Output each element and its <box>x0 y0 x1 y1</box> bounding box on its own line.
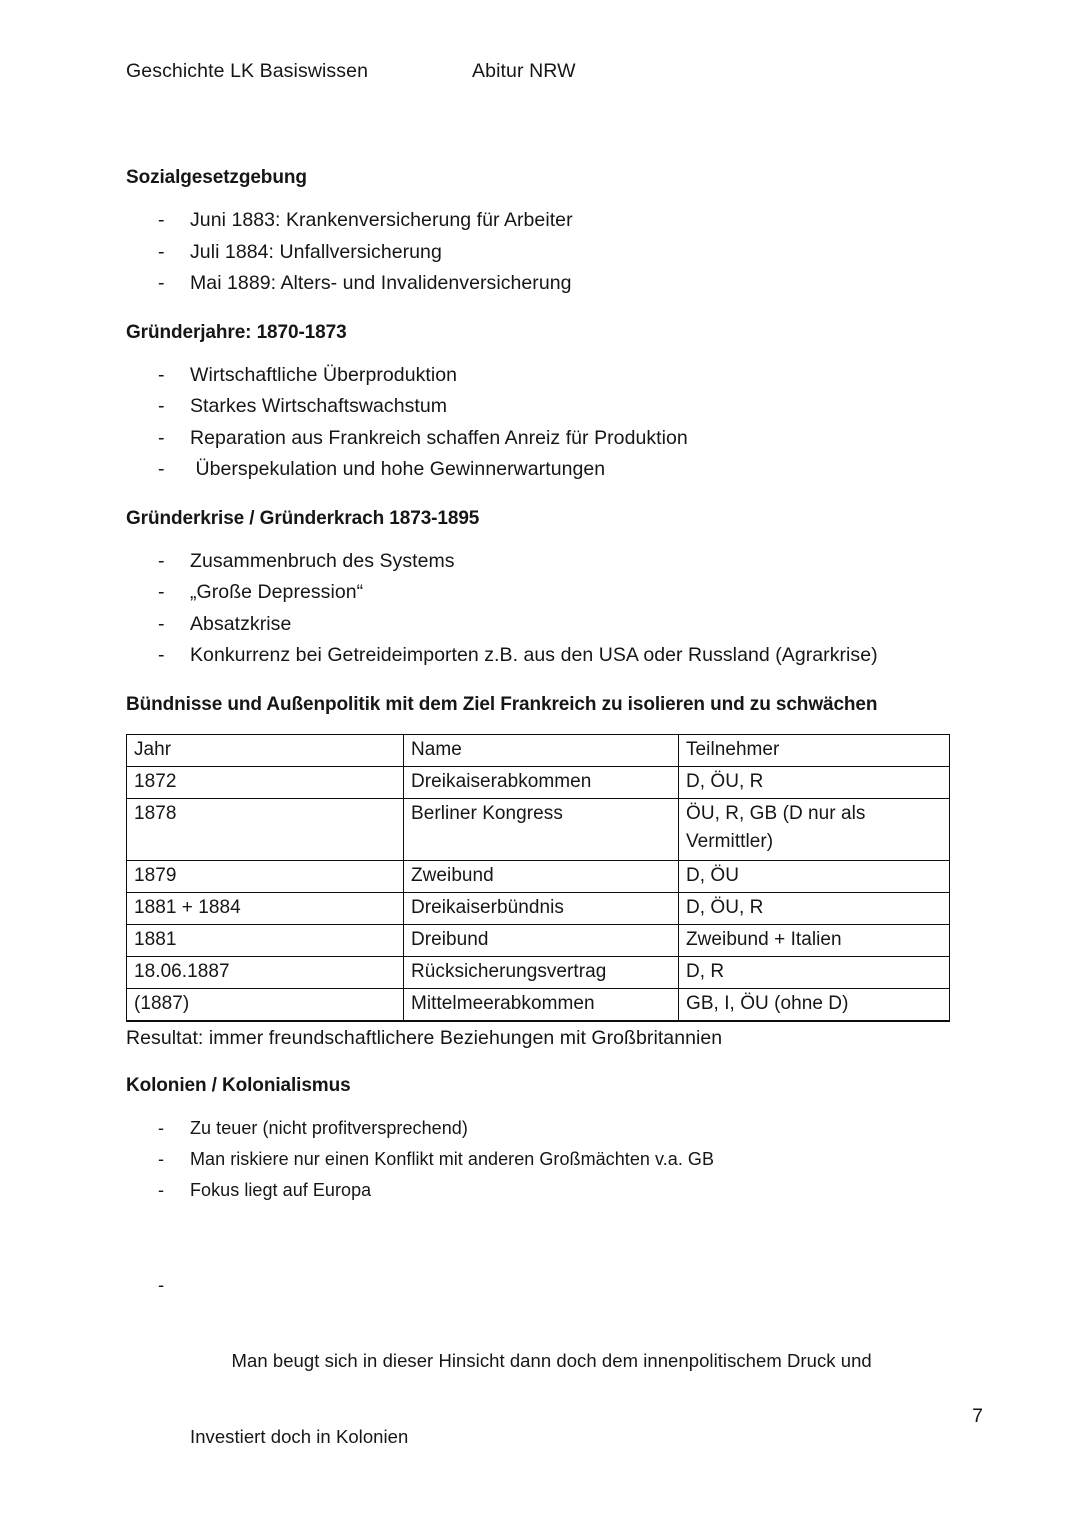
list-item-text: „Große Depression“ <box>190 581 364 603</box>
bullet-dash: - <box>158 1117 165 1138</box>
list-item <box>126 391 966 423</box>
heading-sozialgesetzgebung: Sozialgesetzgebung <box>126 167 307 188</box>
bullet-dash: - <box>158 458 165 480</box>
page-number: 7 <box>972 1405 983 1427</box>
list-item-text: Fokus liegt auf Europa <box>190 1179 372 1200</box>
bullet-dash: - <box>158 1179 165 1200</box>
heading-gruenderkrise: Gründerkrise / Gründerkrach 1873-1895 <box>126 507 480 529</box>
running-header <box>126 60 576 83</box>
heading-buendnisse: Bündnisse und Außenpolitik mit dem Ziel Frankreich zu isolieren und zu schwächen <box>126 693 878 715</box>
bullet-dash: - <box>158 581 165 603</box>
list-item <box>126 1266 966 1532</box>
cell-jahr: 1881 + 1884 <box>127 892 404 924</box>
table-row <box>127 956 950 988</box>
cell-teilnehmer: D, ÖU, R <box>679 766 950 798</box>
list-item <box>126 1175 966 1206</box>
list-item-text: Starkes Wirtschaftswachstum <box>190 395 448 417</box>
table-row <box>127 924 950 956</box>
column-header-jahr: Jahr <box>127 734 404 766</box>
table-row <box>127 798 950 860</box>
list-item-text: Man beugt sich in dieser Hinsicht dann doch dem innenpolitischem Druck und <box>231 1349 872 1371</box>
list-kolonien <box>126 1113 966 1206</box>
list-item-text: Reparation aus Frankreich schaffen Anreiz für Produktion <box>190 426 688 449</box>
list-item <box>126 268 966 300</box>
list-item <box>126 423 966 455</box>
cell-name: Rücksicherungsvertrag <box>404 956 679 988</box>
cell-jahr: 1872 <box>127 766 404 798</box>
list-item-text: Mai 1889: Alters- und Invalidenversicherung <box>190 272 572 294</box>
list-item-text: Juni 1883: Krankenversicherung für Arbeiter <box>190 209 573 231</box>
bullet-dash: - <box>158 1273 165 1295</box>
list-gruenderkrise <box>126 546 966 672</box>
table-header-row <box>127 734 950 766</box>
list-item <box>126 546 966 578</box>
list-item <box>126 577 966 609</box>
list-item <box>126 237 966 269</box>
table-row <box>127 988 950 1021</box>
table-result-line: Resultat: immer freundschaftlichere Beziehungen mit Großbritannien <box>126 1026 723 1049</box>
heading-kolonien: Kolonien / Kolonialismus <box>126 1074 351 1096</box>
cell-name: Berliner Kongress <box>404 798 679 860</box>
column-header-name: Name <box>404 734 679 766</box>
alliances-table <box>126 734 950 1022</box>
list-kolonien-final <box>126 1266 966 1532</box>
cell-teilnehmer: GB, I, ÖU (ohne D) <box>679 988 950 1021</box>
cell-jahr: 1878 <box>127 798 404 860</box>
column-header-teilnehmer: Teilnehmer <box>679 734 950 766</box>
table-row <box>127 860 950 892</box>
bullet-dash: - <box>158 1148 165 1169</box>
list-item-text: Konkurrenz bei Getreideimporten z.B. aus den USA oder Russland (Agrarkrise) <box>190 644 878 666</box>
list-item <box>126 205 966 237</box>
cell-name: Dreikaiserabkommen <box>404 766 679 798</box>
list-item <box>126 360 966 392</box>
list-item-text: Juli 1884: Unfallversicherung <box>190 240 442 263</box>
header-title-left: Geschichte LK Basiswissen <box>126 60 369 82</box>
cell-name: Dreibund <box>404 924 679 956</box>
list-item <box>126 1113 966 1144</box>
table-row <box>127 766 950 798</box>
cell-jahr: (1887) <box>127 988 404 1021</box>
list-item-text: Absatzkrise <box>190 612 292 635</box>
bullet-dash: - <box>158 612 165 635</box>
list-item-text: Wirtschaftliche Überproduktion <box>190 363 458 386</box>
cell-teilnehmer: D, ÖU <box>679 860 950 892</box>
list-sozialgesetzgebung <box>126 205 966 300</box>
table-row <box>127 892 950 924</box>
cell-teilnehmer: D, ÖU, R <box>679 892 950 924</box>
list-item-text-continued: Investiert doch in Kolonien <box>190 1425 409 1447</box>
cell-name: Mittelmeerabkommen <box>404 988 679 1021</box>
bullet-dash: - <box>158 426 165 449</box>
bullet-dash: - <box>158 549 165 572</box>
cell-jahr: 1879 <box>127 860 404 892</box>
list-item-text: Man riskiere nur einen Konflikt mit anderen Großmächten v.a. GB <box>190 1148 715 1169</box>
cell-teilnehmer: ÖU, R, GB (D nur als Vermittler) <box>679 798 950 860</box>
cell-name: Dreikaiserbündnis <box>404 892 679 924</box>
bullet-dash: - <box>158 395 165 417</box>
bullet-dash: - <box>158 209 165 231</box>
bullet-dash: - <box>158 363 165 386</box>
cell-name: Zweibund <box>404 860 679 892</box>
header-title-right: Abitur NRW <box>472 60 576 82</box>
list-item <box>126 454 966 486</box>
bullet-dash: - <box>158 240 165 263</box>
heading-gruenderjahre: Gründerjahre: 1870-1873 <box>126 321 347 343</box>
cell-jahr: 18.06.1887 <box>127 956 404 988</box>
list-item <box>126 1144 966 1175</box>
bullet-dash: - <box>158 272 165 294</box>
list-item <box>126 640 966 672</box>
list-gruenderjahre <box>126 360 966 486</box>
cell-jahr: 1881 <box>127 924 404 956</box>
document-body <box>126 168 966 1532</box>
list-item <box>126 609 966 641</box>
cell-teilnehmer: D, R <box>679 956 950 988</box>
list-item-text: Zusammenbruch des Systems <box>190 549 455 572</box>
cell-teilnehmer: Zweibund + Italien <box>679 924 950 956</box>
list-item-text: Überspekulation und hohe Gewinnerwartungen <box>190 458 606 480</box>
list-item-text: Zu teuer (nicht profitversprechend) <box>190 1117 468 1138</box>
bullet-dash: - <box>158 644 165 666</box>
